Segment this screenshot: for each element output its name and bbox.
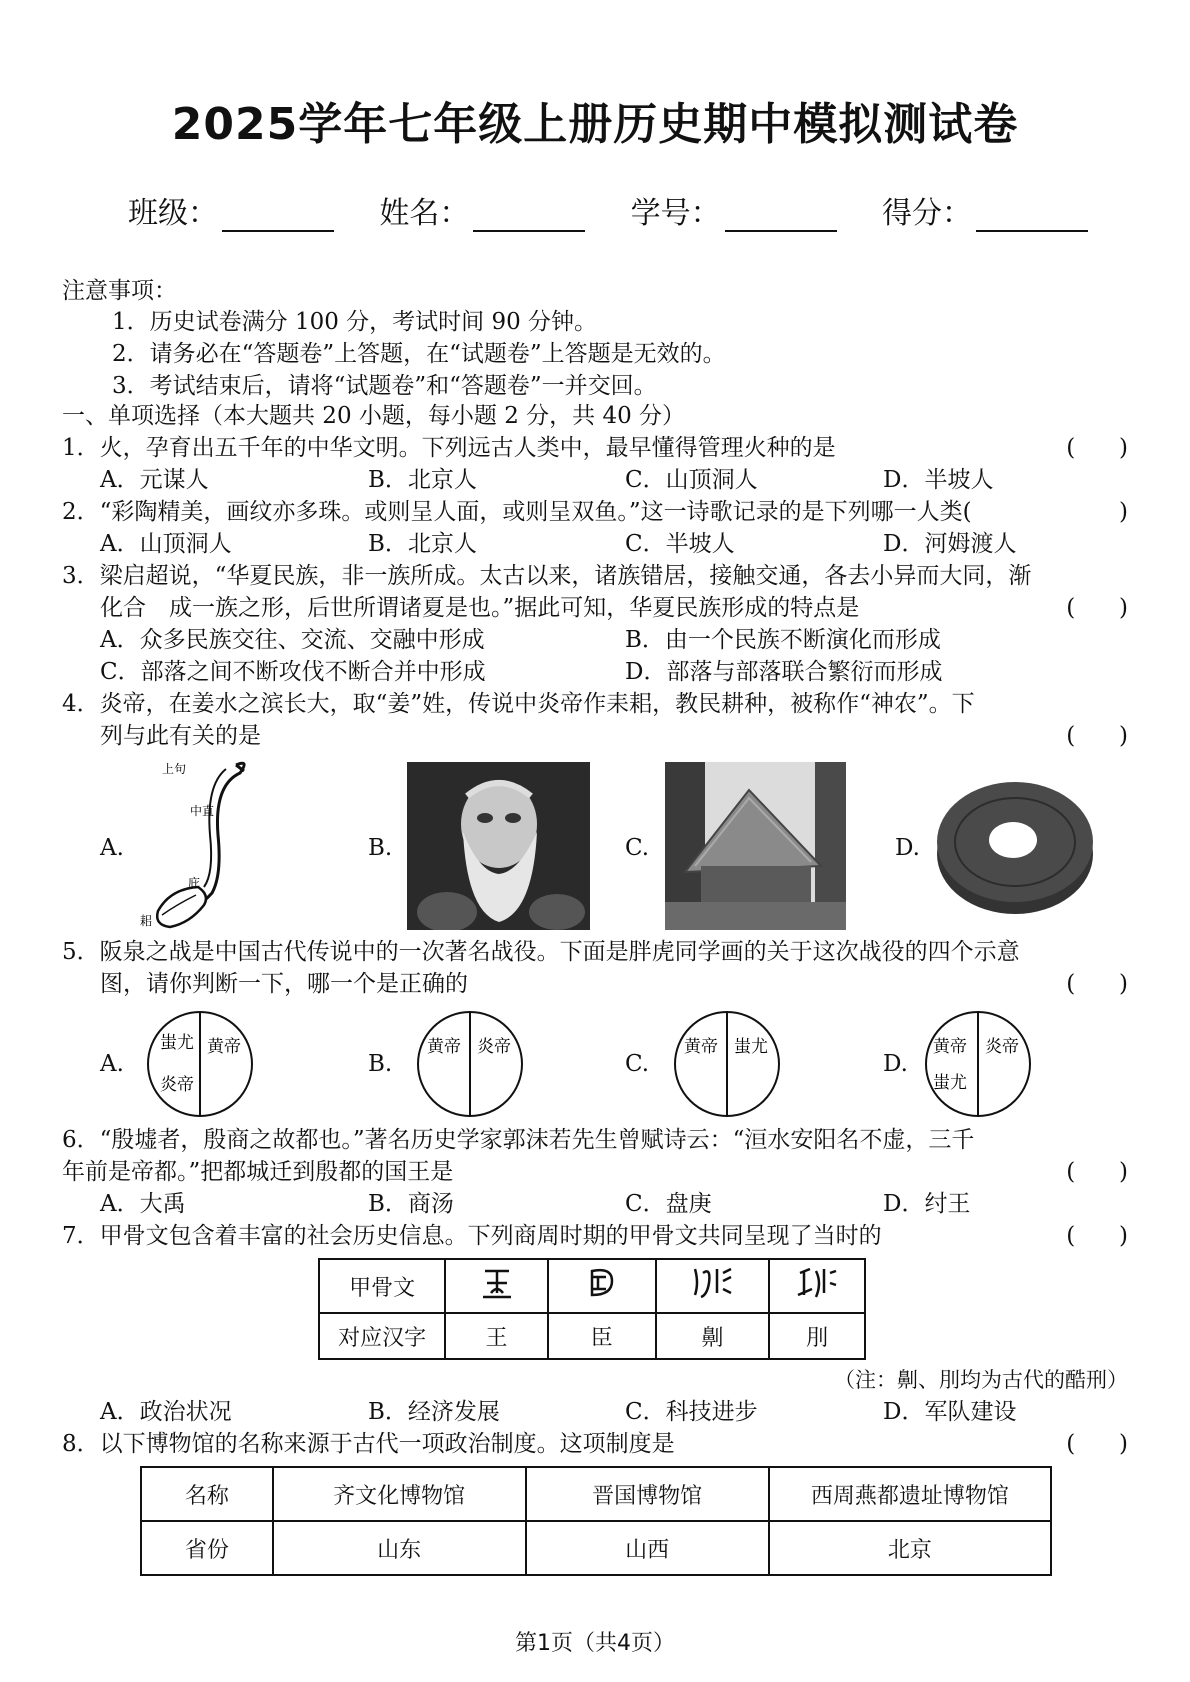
answer-paren[interactable]: ( ) [1066, 1431, 1128, 1457]
class-field[interactable]: 班级： [128, 188, 334, 232]
answer-paren[interactable]: ( ) [1066, 595, 1128, 621]
notice-heading: 注意事项： [62, 278, 177, 304]
answer-paren[interactable]: ( ) [1066, 1223, 1128, 1249]
option-b[interactable]: B．经济发展 [368, 1399, 500, 1425]
oracle-glyph-chen [548, 1259, 656, 1313]
diagram-label: 黄帝 [427, 1037, 461, 1057]
diagram-label: 炎帝 [477, 1037, 511, 1057]
oracle-glyph-icon [794, 1263, 840, 1303]
option-a[interactable]: A．众多民族交往、交流、交融中形成 [100, 627, 485, 653]
museum-header-name: 名称 [141, 1467, 273, 1521]
option-c-letter[interactable]: C. [625, 1051, 650, 1077]
option-d[interactable]: D．河姆渡人 [883, 531, 1017, 557]
shennong-portrait-image[interactable] [407, 762, 590, 930]
score-blank[interactable] [976, 200, 1088, 232]
option-b[interactable]: B．北京人 [368, 467, 477, 493]
option-b[interactable]: B．北京人 [368, 531, 477, 557]
diagram-label: 蚩尤 [160, 1033, 194, 1053]
diagram-label: 黄帝 [684, 1037, 718, 1057]
diagram-label: 蚩尤 [933, 1073, 967, 1093]
question-4-stem: 4．炎帝，在姜水之滨长大，取“姜”姓，传说中炎帝作耒耜，教民耕种，被称作“神农”。下 [62, 691, 975, 717]
option-d[interactable]: D．军队建设 [883, 1399, 1017, 1425]
plow-label-bottom: 庇 [188, 876, 201, 890]
char-row-header: 对应汉字 [319, 1313, 445, 1359]
option-a[interactable]: A．山顶洞人 [100, 531, 232, 557]
province-cell: 北京 [769, 1521, 1051, 1575]
battle-diagram-a[interactable] [145, 1008, 255, 1120]
answer-paren[interactable]: ( ) [1066, 971, 1128, 997]
page-footer: 第1页（共4页） [515, 1631, 675, 1656]
question-1-stem: 1．火，孕育出五千年的中华文明。下列远古人类中，最早懂得管理火种的是 [62, 435, 836, 461]
option-c[interactable]: C．盘庚 [625, 1191, 712, 1217]
notice-item: 2．请务必在“答题卷”上答题，在“试题卷”上答题是无效的。 [112, 341, 726, 367]
id-blank[interactable] [725, 200, 837, 232]
char-cell: 王 [445, 1313, 547, 1359]
museum-name-cell: 西周燕都遗址博物馆 [769, 1467, 1051, 1521]
diagram-label: 炎帝 [160, 1075, 194, 1095]
question-6-stem-cont: 年前是帝都。”把都城迁到殷都的国王是 [62, 1159, 454, 1185]
section-heading: 一、单项选择（本大题共 20 小题，每小题 2 分，共 40 分） [62, 403, 686, 429]
student-info-row [128, 188, 1088, 232]
museum-table [140, 1466, 1052, 1576]
option-c[interactable]: C．山顶洞人 [625, 467, 758, 493]
question-4-stem-cont: 列与此有关的是 [100, 723, 261, 749]
question-5-stem-cont: 图，请你判断一下，哪一个是正确的 [100, 971, 468, 997]
province-cell: 山西 [526, 1521, 769, 1575]
question-6-stem: 6．“殷墟者，殷商之故都也。”著名历史学家郭沫若先生曾赋诗云：“洹水安阳名不虚，三千 [62, 1127, 975, 1153]
oracle-glyph-yue [769, 1259, 865, 1313]
table-note: （注：劓、刖均为古代的酷刑） [834, 1368, 1128, 1392]
option-d[interactable]: D．部落与部落联合繁衍而形成 [625, 659, 943, 685]
option-b[interactable]: B．商汤 [368, 1191, 454, 1217]
battle-diagram-b[interactable] [415, 1008, 525, 1120]
plow-label-mid: 中直 [190, 804, 215, 818]
battle-diagram-d[interactable] [923, 1008, 1033, 1120]
oracle-bone-table [318, 1258, 866, 1360]
question-2-stem: 2．“彩陶精美，画纹亦多珠。或则呈人面，或则呈双鱼。”这一诗歌记录的是下列哪一人类( [62, 499, 972, 525]
question-3-stem: 3．梁启超说，“华夏民族，非一族所成。太古以来，诸族错居，接触交通，各去小异而大同，渐 [62, 563, 1032, 589]
plow-label-blade: 耜 [140, 914, 153, 928]
oracle-glyph-icon [689, 1263, 735, 1303]
option-d[interactable]: D．半坡人 [883, 467, 994, 493]
char-cell: 劓 [656, 1313, 770, 1359]
oracle-glyph-icon [477, 1263, 517, 1303]
oracle-glyph-yi [656, 1259, 770, 1313]
diagram-label: 蚩尤 [734, 1037, 768, 1057]
oracle-glyph-icon [582, 1263, 622, 1303]
char-cell: 臣 [548, 1313, 656, 1359]
diagram-label: 黄帝 [933, 1037, 967, 1057]
option-d-letter[interactable]: D. [883, 1051, 908, 1077]
option-a-letter[interactable]: A. [100, 835, 124, 861]
question-8-stem: 8．以下博物馆的名称来源于古代一项政治制度。这项制度是 [62, 1431, 675, 1457]
answer-paren[interactable]: ( ) [1066, 435, 1128, 461]
museum-name-cell: 齐文化博物馆 [273, 1467, 526, 1521]
option-a[interactable]: A．政治状况 [100, 1399, 232, 1425]
option-a[interactable]: A．元谋人 [100, 467, 209, 493]
option-d[interactable]: D．纣王 [883, 1191, 971, 1217]
student-id-field[interactable]: 学号： [631, 188, 837, 232]
name-field[interactable]: 姓名： [379, 188, 585, 232]
question-7-stem: 7．甲骨文包含着丰富的社会历史信息。下列商周时期的甲骨文共同呈现了当时的 [62, 1223, 882, 1249]
plow-label-top: 上句 [162, 762, 187, 776]
class-blank[interactable] [222, 200, 334, 232]
option-a[interactable]: A．大禹 [100, 1191, 186, 1217]
diagram-label: 炎帝 [985, 1037, 1019, 1057]
option-c[interactable]: C．科技进步 [625, 1399, 758, 1425]
notice-item: 3．考试结束后，请将“试题卷”和“答题卷”一并交回。 [112, 373, 657, 399]
option-b-letter[interactable]: B. [368, 1051, 393, 1077]
leisi-plow-image[interactable] [140, 755, 270, 935]
option-c[interactable]: C．部落之间不断攻伐不断合并中形成 [100, 659, 486, 685]
question-5-stem: 5．阪泉之战是中国古代传说中的一次著名战役。下面是胖虎同学画的关于这次战役的四个示意 [62, 939, 1020, 965]
museum-header-province: 省份 [141, 1521, 273, 1575]
question-3-stem-cont: 化合 成一族之形，后世所谓诸夏是也。”据此可知，华夏民族形成的特点是 [100, 595, 860, 621]
oracle-glyph-wang [445, 1259, 547, 1313]
oracle-row-header: 甲骨文 [319, 1259, 445, 1313]
score-field[interactable]: 得分： [882, 188, 1088, 232]
stone-ring-image[interactable] [923, 762, 1107, 930]
name-blank[interactable] [473, 200, 585, 232]
option-c-letter[interactable]: C. [625, 835, 650, 861]
char-cell: 刖 [769, 1313, 865, 1359]
diagram-label: 黄帝 [207, 1037, 241, 1057]
page-title: 2025学年七年级上册历史期中模拟测试卷 [171, 99, 1019, 150]
answer-paren[interactable]: ( ) [1066, 723, 1128, 749]
province-cell: 山东 [273, 1521, 526, 1575]
option-d-letter[interactable]: D. [895, 835, 920, 861]
option-b-letter[interactable]: B. [368, 835, 393, 861]
museum-name-cell: 晋国博物馆 [526, 1467, 769, 1521]
option-b[interactable]: B．由一个民族不断演化而形成 [625, 627, 941, 653]
option-c[interactable]: C．半坡人 [625, 531, 735, 557]
option-a-letter[interactable]: A. [100, 1051, 124, 1077]
battle-diagram-c[interactable] [672, 1008, 782, 1120]
notice-item: 1．历史试卷满分 100 分，考试时间 90 分钟。 [112, 309, 598, 335]
answer-paren[interactable]: ( ) [1066, 1159, 1128, 1185]
thatched-house-image[interactable] [665, 762, 846, 930]
answer-paren-close[interactable]: ) [1119, 499, 1128, 525]
